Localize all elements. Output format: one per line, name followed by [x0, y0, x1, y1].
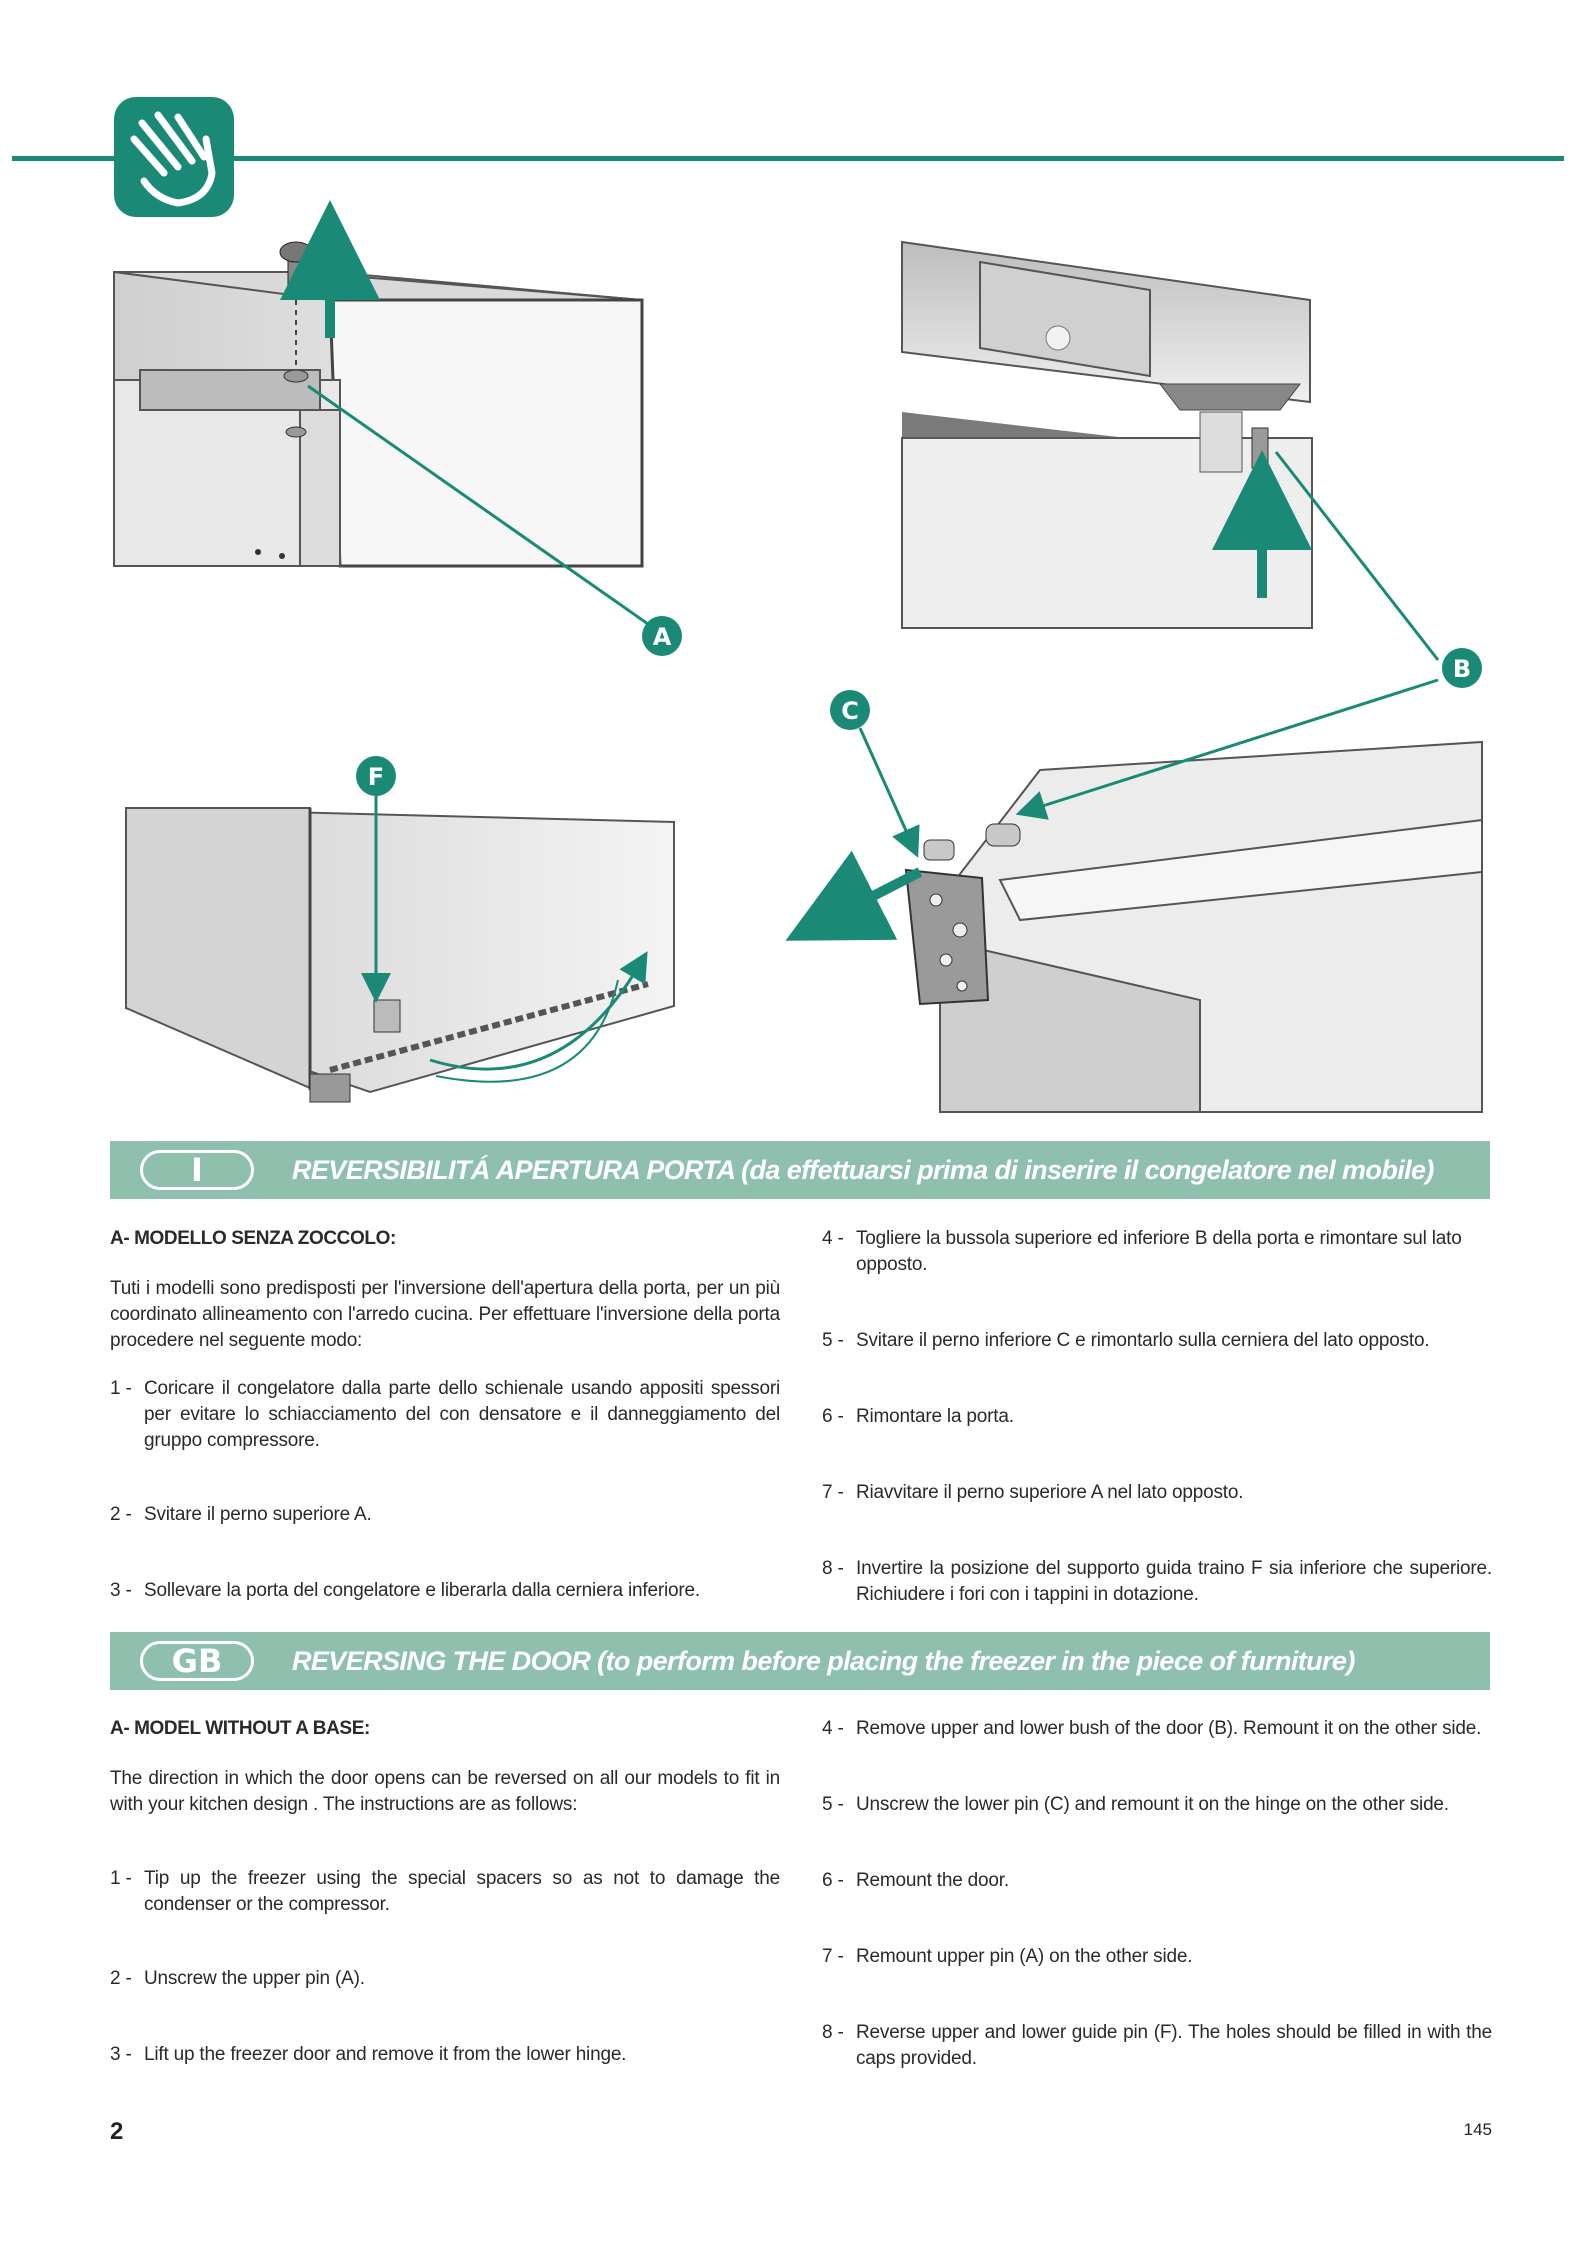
- svg-text:F: F: [367, 763, 385, 791]
- section-banner-it: [110, 1141, 1490, 1199]
- page-number-left: 2: [110, 2118, 124, 2145]
- callout-f: [356, 756, 396, 796]
- step-it-6: 6 - Rimontare la porta.: [822, 1406, 1014, 1427]
- page-number-right: 145: [1463, 2120, 1492, 2139]
- step-gb-2: 2 - Unscrew the upper pin (A).: [110, 1968, 365, 1989]
- column-gb-left: [110, 1716, 780, 2068]
- step-gb-8: 8 - Reverse upper and lower guide pin (F). The holes should be filled in with the caps provided.: [822, 2022, 1492, 2069]
- callout-a: [642, 616, 682, 656]
- step-it-7: 7 - Riavvitare il perno superiore A nel lato opposto.: [822, 1482, 1244, 1503]
- step-it-5: 5 - Svitare il perno inferiore C e rimontarlo sulla cerniera del lato opposto.: [822, 1330, 1430, 1351]
- intro-gb: The direction in which the door opens can be reversed on all our models to fit in with your kitchen design . The instructions are as follows:: [110, 1768, 780, 1815]
- figure-top-right: [902, 242, 1438, 660]
- step-gb-1: 1 - Tip up the freezer using the special spacers so as not to damage the condenser or the compressor.: [110, 1868, 780, 1915]
- svg-text:B: B: [1452, 655, 1472, 683]
- language-badge-gb: GB: [140, 1641, 254, 1681]
- column-gb-right: [822, 1716, 1492, 2072]
- step-it-1: 1 - Coricare il congelatore dalla parte dello schienale usando appositi spessori per evitare lo schiacciamento del con densatore e il danneggiamento del gruppo compressore.: [110, 1378, 780, 1451]
- step-it-3: 3 - Sollevare la porta del congelatore e liberarla dalla cerniera inferiore.: [110, 1580, 700, 1601]
- callout-c: [830, 690, 870, 730]
- step-gb-6: 6 - Remount the door.: [822, 1870, 1009, 1891]
- intro-it: Tuti i modelli sono predisposti per l'inversione dell'apertura della porta, per un più coordinato allineamento con l'arredo cucina. Per effettuare l'inversione della porta procedere nel seguente modo:: [110, 1278, 780, 1351]
- figure-bottom-right: [830, 680, 1482, 1112]
- subhead-gb: A- MODEL WITHOUT A BASE:: [110, 1718, 370, 1739]
- language-badge-it: I: [140, 1150, 254, 1190]
- step-it-8: 8 - Invertire la posizione del supporto guida traino F sia inferiore che superiore. Richiudere i fori con i tappini in dotazione.: [822, 1558, 1492, 1605]
- svg-text:C: C: [841, 697, 859, 725]
- figure-top-left: [114, 242, 648, 624]
- section-banner-gb: [110, 1632, 1490, 1690]
- step-gb-5: 5 - Unscrew the lower pin (C) and remount it on the hinge on the other side.: [822, 1794, 1449, 1815]
- figure-bottom-left: [126, 790, 674, 1102]
- step-it-4: 4 - Togliere la bussola superiore ed inferiore B della porta e rimontare sul lato opposto.: [822, 1228, 1462, 1275]
- step-gb-4: 4 - Remove upper and lower bush of the door (B). Remount it on the other side.: [822, 1718, 1482, 1739]
- column-it-right: [822, 1226, 1492, 1608]
- step-gb-3: 3 - Lift up the freezer door and remove it from the lower hinge.: [110, 2044, 627, 2065]
- section-title-gb: REVERSING THE DOOR (to perform before placing the freezer in the piece of furniture): [292, 1645, 1355, 1676]
- step-it-2: 2 - Svitare il perno superiore A.: [110, 1504, 372, 1525]
- subhead-it: A- MODELLO SENZA ZOCCOLO:: [110, 1228, 396, 1249]
- step-gb-7: 7 - Remount upper pin (A) on the other side.: [822, 1946, 1193, 1967]
- svg-text:A: A: [652, 623, 672, 651]
- column-it-left: [110, 1226, 780, 1604]
- callout-b: [1442, 648, 1482, 688]
- section-title-it: REVERSIBILITÁ APERTURA PORTA (da effettuarsi prima di inserire il congelatore nel mobile): [292, 1154, 1434, 1185]
